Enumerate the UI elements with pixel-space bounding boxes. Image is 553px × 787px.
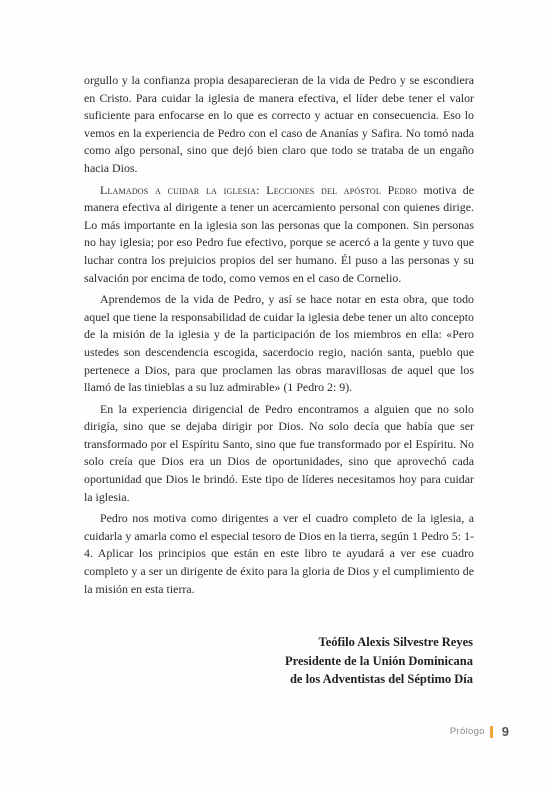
author-organization: de los Adventistas del Séptimo Día — [289, 672, 473, 686]
accent-bar — [490, 726, 493, 738]
paragraph-2-text: motiva de manera efectiva al dirigente a tener un acercamiento personal con quienes dirige. Lo más importante en la iglesia son las personas que la componen. Sin personas no hay iglesia; por eso Pedro fue efectivo, porque se acercó a la gente y tuvo que luchar contra los prejuicios propios del ser humano. Él puso a las personas y su salvación por encima de todo, como vemos en el caso de Cornelio. — [84, 182, 474, 285]
author-title: Presidente de la Unión Dominicana — [285, 653, 473, 668]
signature-block — [285, 633, 473, 689]
page-number: 9 — [501, 724, 509, 739]
paragraph-2 — [84, 182, 474, 288]
author-name: Teófilo Alexis Silvestre Reyes — [318, 635, 473, 649]
paragraph-4: En la experiencia dirigencial de Pedro encontramos a alguien que no solo dirigía, sino que se dejaba dirigir por Dios. No solo decía que había que ser transformado por el Espíritu Santo, sino que fue transformado por el Espíritu. No solo creía que Dios era un Dios de oportunidades, sino que aprovechó cada oportunidad que Dios le brindó. Este tipo de líderes necesitamos hoy para cuidar la iglesia. — [84, 401, 474, 504]
paragraph-5: Pedro nos motiva como dirigentes a ver el cuadro completo de la iglesia, a cuidarla y amarla como el especial tesoro de Dios en la tierra, según 1 Pedro 5: 1-4. Aplicar los principios que están en este libro te ayudará a ver ese cuadro completo y a ser un dirigente de éxito para la gloria de Dios y el cumplimiento de la misión en esta tierra. — [84, 511, 474, 596]
paragraph-3: Aprendemos de la vida de Pedro, y así se hace notar en esta obra, que todo aquel que tiene la responsabilidad de cuidar la iglesia debe tener un alto concepto de la misión de la iglesia y de la participación de los miembros en ella: «Pero ustedes son descendencia escogida, sacerdocio regio, nación santa, pueblo que pertenece a Dios, para que proclamen las obras maravillosas de aquel que los llamó de las tinieblas a su luz admirable» (1 Pedro 2: 9). — [84, 292, 474, 395]
page-footer — [450, 724, 509, 739]
prologue-text — [84, 72, 474, 598]
book-title-reference: Llamados a cuidar la iglesia: Lecciones del apóstol Pedro — [100, 182, 417, 197]
section-name: Prólogo — [449, 726, 485, 737]
paragraph-1: orgullo y la confianza propia desaparecieran de la vida de Pedro y se escondiera en Cristo. Para cuidar la iglesia de manera efectiva, el líder debe tener el valor suficiente para enfocarse en lo que es correcto y actuar en consecuencia. Eso lo vemos en la experiencia de Pedro con el caso de Ananías y Safira. No tomó nada como algo personal, sino que dejó bien claro que todo se trataba de un engaño hacia Dios. — [84, 73, 474, 175]
